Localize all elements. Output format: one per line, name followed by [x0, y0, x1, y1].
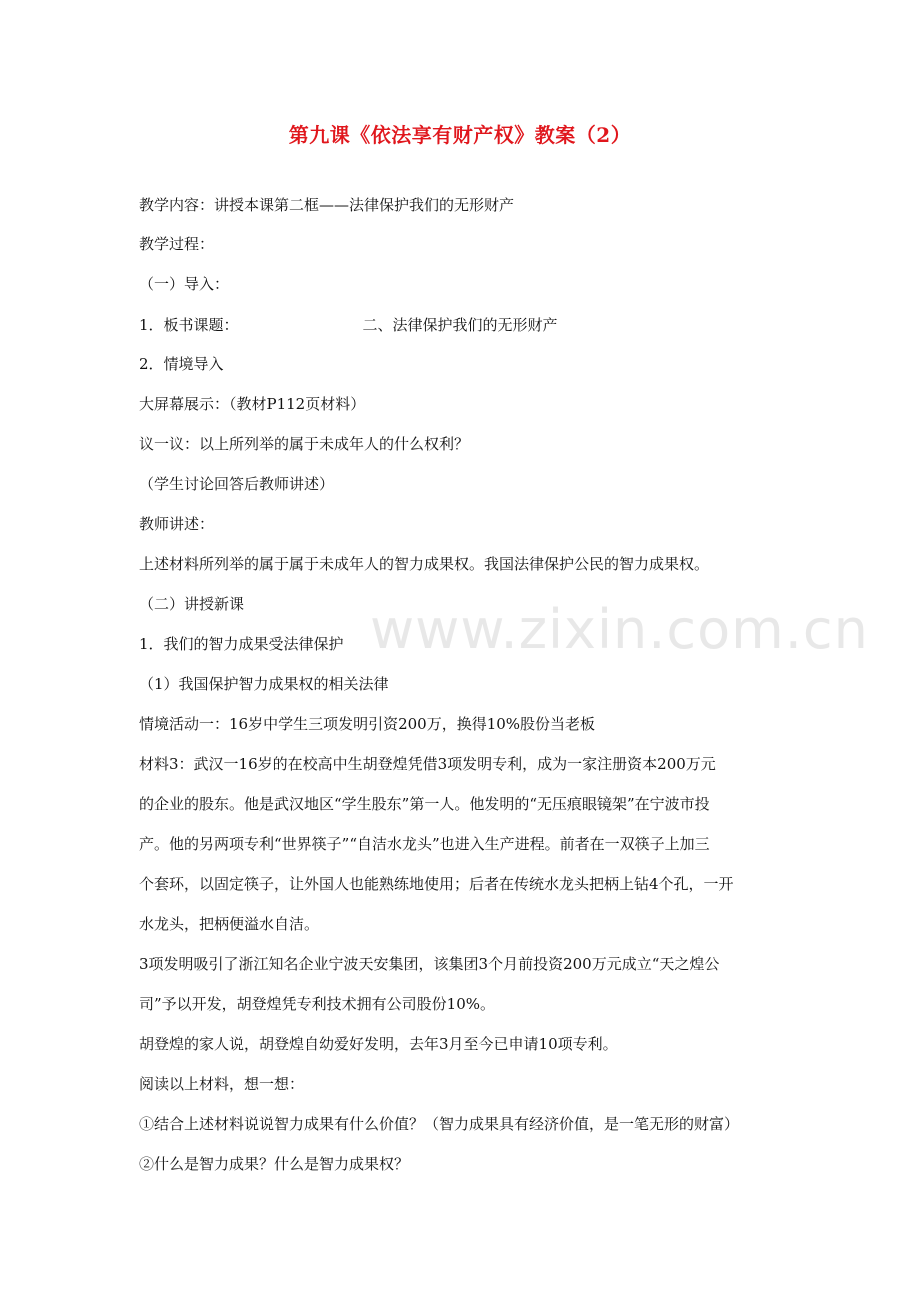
paragraph-discussion: 议一议：以上所列举的属于未成年人的什么权利？ [139, 435, 470, 453]
heading-related-laws: （1）我国保护智力成果权的相关法律 [139, 675, 389, 693]
paragraph-screen-display: 大屏幕展示：（教材P112页材料） [139, 395, 366, 413]
question-two: ②什么是智力成果？什么是智力成果权？ [139, 1155, 410, 1173]
watermark: www.zixin.com.cn [370, 598, 869, 661]
paragraph-read-think: 阅读以上材料，想一想： [139, 1075, 305, 1093]
board-title-label: 1．板书课题： [139, 316, 239, 334]
paragraph-board-title [139, 313, 558, 337]
paragraph-teaching-process: 教学过程： [139, 235, 215, 253]
paragraph-teaching-content: 教学内容：讲授本课第二框——法律保护我们的无形财产 [139, 196, 515, 214]
paragraph-material-line-5: 水龙头，把柄便溢水自洁。 [139, 915, 320, 933]
paragraph-material-line-1: 材料3：武汉一16岁的在校高中生胡登煌凭借3项发明专利，成为一家注册资本200万元 [139, 755, 716, 773]
heading-protected-achievements: 1．我们的智力成果受法律保护 [139, 635, 344, 653]
paragraph-activity-one: 情境活动一：16岁中学生三项发明引资200万，换得10%股份当老板 [139, 715, 596, 733]
paragraph-situation-intro: 2．情境导入 [139, 355, 224, 373]
paragraph-material-line-3: 产。他的另两项专利“世界筷子”“自洁水龙头”也进入生产进程。前者在一双筷子上加三 [139, 835, 710, 853]
paragraph-material-line-2: 的企业的股东。他是武汉地区“学生股东”第一人。他发明的“无压痕眼镜架”在宁波市投 [139, 795, 710, 813]
paragraph-material-line-4: 个套环，以固定筷子，让外国人也能熟练地使用；后者在传统水龙头把柄上钻4个孔，一开 [139, 875, 734, 893]
question-one: ①结合上述材料说说智力成果有什么价值？（智力成果具有经济价值，是一笔无形的财富） [139, 1115, 740, 1133]
paragraph-investment-line-2: 司”予以开发，胡登煌凭专利技术拥有公司股份10%。 [139, 995, 496, 1013]
document-title: 第九课《依法享有财产权》教案（2） [288, 123, 632, 147]
paragraph-investment-line-1: 3项发明吸引了浙江知名企业宁波天安集团，该集团3个月前投资200万元成立“天之煌公 [139, 955, 720, 973]
heading-new-lesson: （二）讲授新课 [139, 595, 245, 613]
paragraph-family: 胡登煌的家人说，胡登煌自幼爱好发明，去年3月至今已申请10项专利。 [139, 1035, 618, 1053]
board-title-text: 二、法律保护我们的无形财产 [362, 316, 558, 334]
paragraph-teacher-narration-label: 教师讲述： [139, 515, 215, 533]
paragraph-student-discussion: （学生讨论回答后教师讲述） [139, 475, 335, 493]
paragraph-teacher-narration: 上述材料所列举的属于属于未成年人的智力成果权。我国法律保护公民的智力成果权。 [139, 555, 710, 573]
heading-intro: （一）导入： [139, 275, 230, 293]
